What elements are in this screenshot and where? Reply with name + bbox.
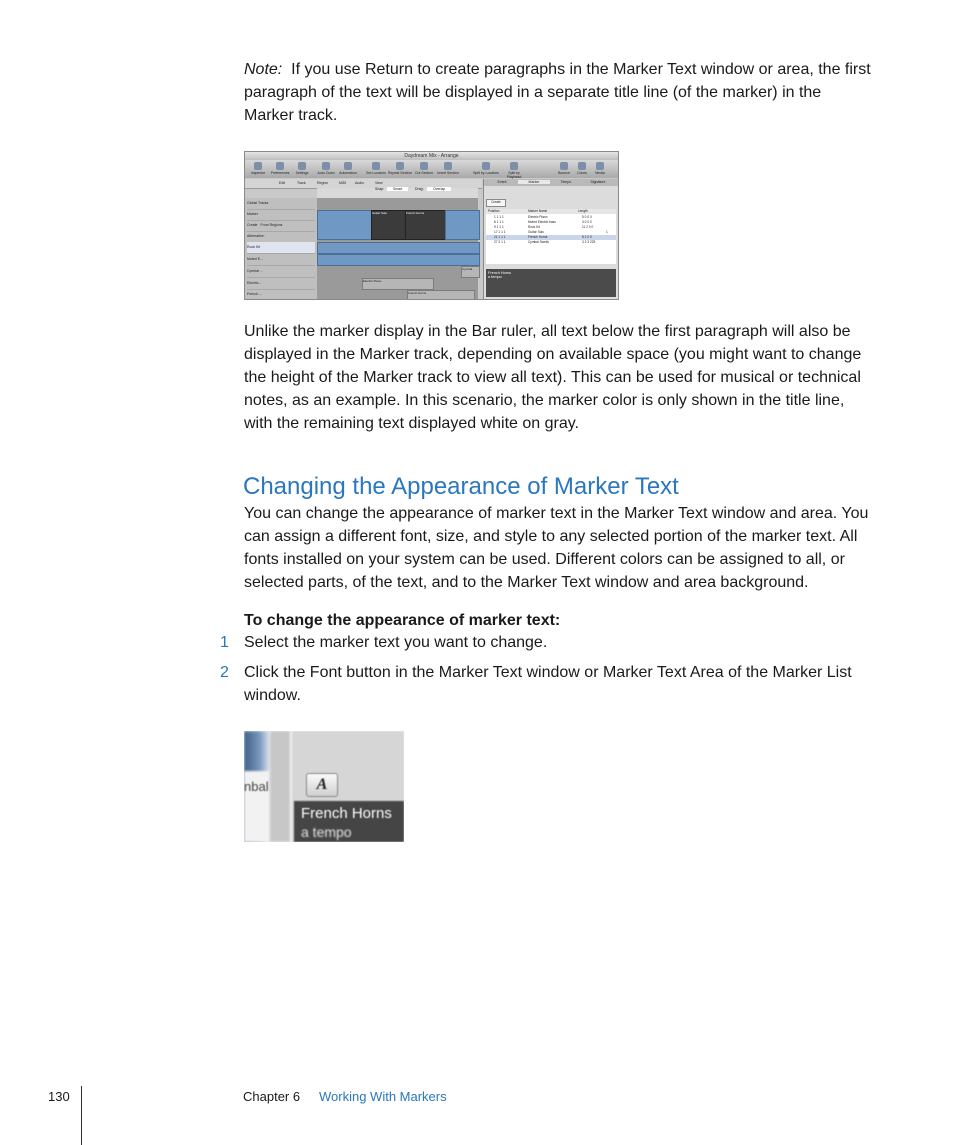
marker-region (445, 210, 480, 240)
footer-chapter: Chapter 6 (243, 1089, 301, 1104)
toolbar-item: Media (587, 162, 613, 175)
footer-chapter-title: Working With Markers (319, 1089, 447, 1104)
tab-tempo[interactable]: Tempo (560, 180, 572, 184)
divider (270, 731, 290, 842)
toolbar-item: Colors (569, 162, 595, 175)
marker-text-area[interactable]: French Horns a tempo (486, 269, 616, 297)
footer-divider (81, 1086, 82, 1145)
step-text: Click the Font button in the Marker Text window or Marker Text Area of the Marker List window. (244, 664, 852, 704)
list-tabs (484, 179, 619, 186)
step-number: 2 (220, 664, 229, 681)
set-locators-icon (372, 162, 380, 170)
marker-text-line: a tempo (301, 824, 352, 840)
bar-ruler: Snap: Smart Drag: Overlap (317, 188, 478, 199)
body-paragraph: Unlike the marker display in the Bar ruler, all text below the first paragraph will also be displayed in the Marker track, depending on available space (you might want to change the height of the Marker track to view all text). This can be used for musical or technical notes, as an example. In this scenario, the marker color is only shown in the title line, with the remaining text displayed white on gray. (244, 323, 862, 432)
track-headers: Global Tracks Marker Create From Regions Alternative: Rock Kit Muted E... Cymbal ... Electric... French ... (245, 198, 317, 299)
toolbar (245, 160, 618, 178)
audio-region: Electric Piano (362, 278, 434, 290)
toolbar-item: Preferences (267, 162, 293, 175)
step-text: Select the marker text you want to change. (244, 634, 548, 651)
audio-region: French Horns (407, 290, 475, 300)
insert-section-icon (444, 162, 452, 170)
list-header: Position Marker Name Length (486, 209, 616, 214)
truncated-track-name: nbal (244, 779, 269, 794)
audio-region (317, 254, 480, 266)
media-icon (596, 162, 604, 170)
step-number: 1 (220, 634, 229, 651)
list-item[interactable]: 6 1 1 1 Muted Electric bass 3 0 0 0 (494, 220, 592, 224)
split-playhead-icon (510, 162, 518, 170)
automation-icon (344, 162, 352, 170)
inspector-icon (254, 162, 262, 170)
arrange-area (317, 198, 478, 299)
arrange-menu-bar: Edit Track Region MIDI Audio View (245, 179, 482, 189)
toolbar-item: Inspector (245, 162, 271, 175)
audio-region: Cymbal (461, 266, 480, 278)
marker-list (486, 209, 616, 264)
tab-marker[interactable]: Marker (518, 180, 550, 184)
note-paragraph (244, 58, 874, 127)
toolbar-item: Automation (335, 162, 361, 175)
list-item[interactable]: 21 1 1 1 French Horns 6 2 0 0 (486, 235, 616, 240)
create-button[interactable]: Create (486, 199, 506, 207)
toolbar-item: Settings (289, 162, 315, 175)
split-locators-icon (482, 162, 490, 170)
note-label: Note: (244, 61, 283, 78)
marker-region: Guitar Solo (371, 210, 407, 240)
toolbar-item: Split by Locators (473, 162, 499, 175)
cut-section-icon (420, 162, 428, 170)
section-heading: Changing the Appearance of Marker Text (243, 473, 679, 500)
tab-event[interactable]: Event (497, 180, 507, 184)
marker-list-panel (483, 179, 619, 299)
settings-icon (298, 162, 306, 170)
list-item[interactable]: 27 3 1 1 Cymbal Swells 3 3 3 229 (494, 240, 596, 244)
colors-icon (578, 162, 586, 170)
bounce-icon (560, 162, 568, 170)
audio-region (317, 242, 480, 254)
arrange-window-screenshot (244, 151, 619, 300)
toolbar-item: Set Locators (363, 162, 389, 175)
body-paragraph: You can change the appearance of marker text in the Marker Text window and area. You can assign a different font, size, and style to any selected portion of the marker text. All fonts installed on your system can be used. Different colors can be assigned to all, or selected parts, of the text, and to the Marker Text window and area background. (244, 505, 869, 591)
preferences-icon (276, 162, 284, 170)
toolbar-item: Bounce (551, 162, 577, 175)
list-item[interactable]: 9 1 1 1 Rock Kit 11 2 0 0 (494, 225, 594, 229)
toolbar-item: Split by Playhead (501, 162, 527, 179)
marker-text-line: French Horns (301, 805, 392, 822)
toolbar-item: Cut Section (411, 162, 437, 175)
font-button[interactable]: A (306, 773, 338, 797)
toolbar-item: Insert Section (435, 162, 461, 175)
page-number: 130 (48, 1089, 70, 1104)
marker-region: French Horns (405, 210, 447, 240)
note-text: If you use Return to create paragraphs in the Marker Text window or area, the first paragraph of the text will be displayed in a separate title line (of the marker) in the Marker track. (244, 61, 871, 124)
window-title: Daydream Mix - Arrange (245, 152, 618, 160)
auto-zoom-icon (322, 162, 330, 170)
repeat-section-icon (396, 162, 404, 170)
marker-region (317, 210, 373, 240)
list-item[interactable]: 1 1 1 1 Electric Piano 5 0 0 0 (494, 215, 592, 219)
list-item[interactable]: 17 1 1 1 Guitar Solo 1 (494, 230, 608, 234)
toolbar-item: Repeat Section (387, 162, 413, 175)
font-button-screenshot (244, 731, 404, 842)
tab-signature[interactable]: Signature (590, 180, 606, 184)
procedure-title: To change the appearance of marker text: (244, 612, 561, 629)
toolbar-item: Auto Zoom (313, 162, 339, 175)
